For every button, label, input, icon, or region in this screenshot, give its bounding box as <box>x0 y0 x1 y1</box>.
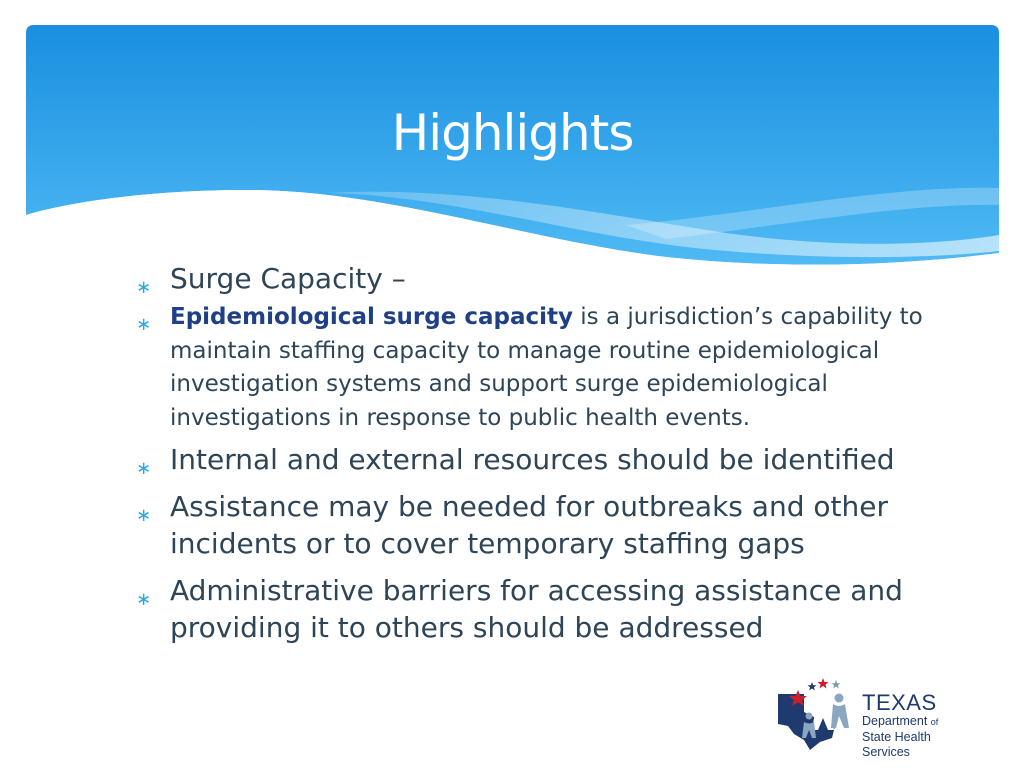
logo-texas: TEXAS <box>862 690 937 715</box>
bullet-internal-external-resources <box>136 441 956 478</box>
logo-wordmark <box>862 692 980 760</box>
logo-department: Department <box>862 714 928 728</box>
bullet-text: Assistance may be needed for outbreaks and other incidents or to cover temporary staffing gaps <box>170 490 888 560</box>
logo-department-line <box>862 714 980 730</box>
bullet-text: Administrative barriers for accessing assistance and providing it to others should be addressed <box>170 574 903 644</box>
texas-dshs-logo <box>776 676 980 759</box>
asterisk-bullet-icon: ∗ <box>136 589 152 610</box>
bullet-surge-capacity <box>136 260 956 297</box>
texas-state-people-emblem-icon <box>776 676 860 750</box>
logo-agency: State Health Services <box>862 730 931 759</box>
asterisk-bullet-icon: ∗ <box>136 505 152 526</box>
asterisk-bullet-icon: ∗ <box>136 314 152 335</box>
asterisk-bullet-icon: ∗ <box>136 277 152 298</box>
slide-title: Highlights <box>391 104 634 162</box>
logo-of: of <box>930 717 939 727</box>
definition-text: is a jurisdiction’s capability to maintain staffing capacity to manage routine epidemiological investigation systems and support surge epidemiological investigations in response to public health events. <box>170 304 923 431</box>
bullet-epidemiological-definition <box>136 301 956 435</box>
defined-term: Epidemiological surge capacity <box>170 304 573 330</box>
title-banner <box>26 25 999 270</box>
bullet-text: Surge Capacity – <box>170 262 406 295</box>
bullet-administrative-barriers <box>136 572 956 646</box>
asterisk-bullet-icon: ∗ <box>136 458 152 479</box>
bullet-assistance-needed <box>136 488 956 562</box>
bullet-text: Internal and external resources should be identified <box>170 443 895 476</box>
bullet-list <box>136 260 956 646</box>
